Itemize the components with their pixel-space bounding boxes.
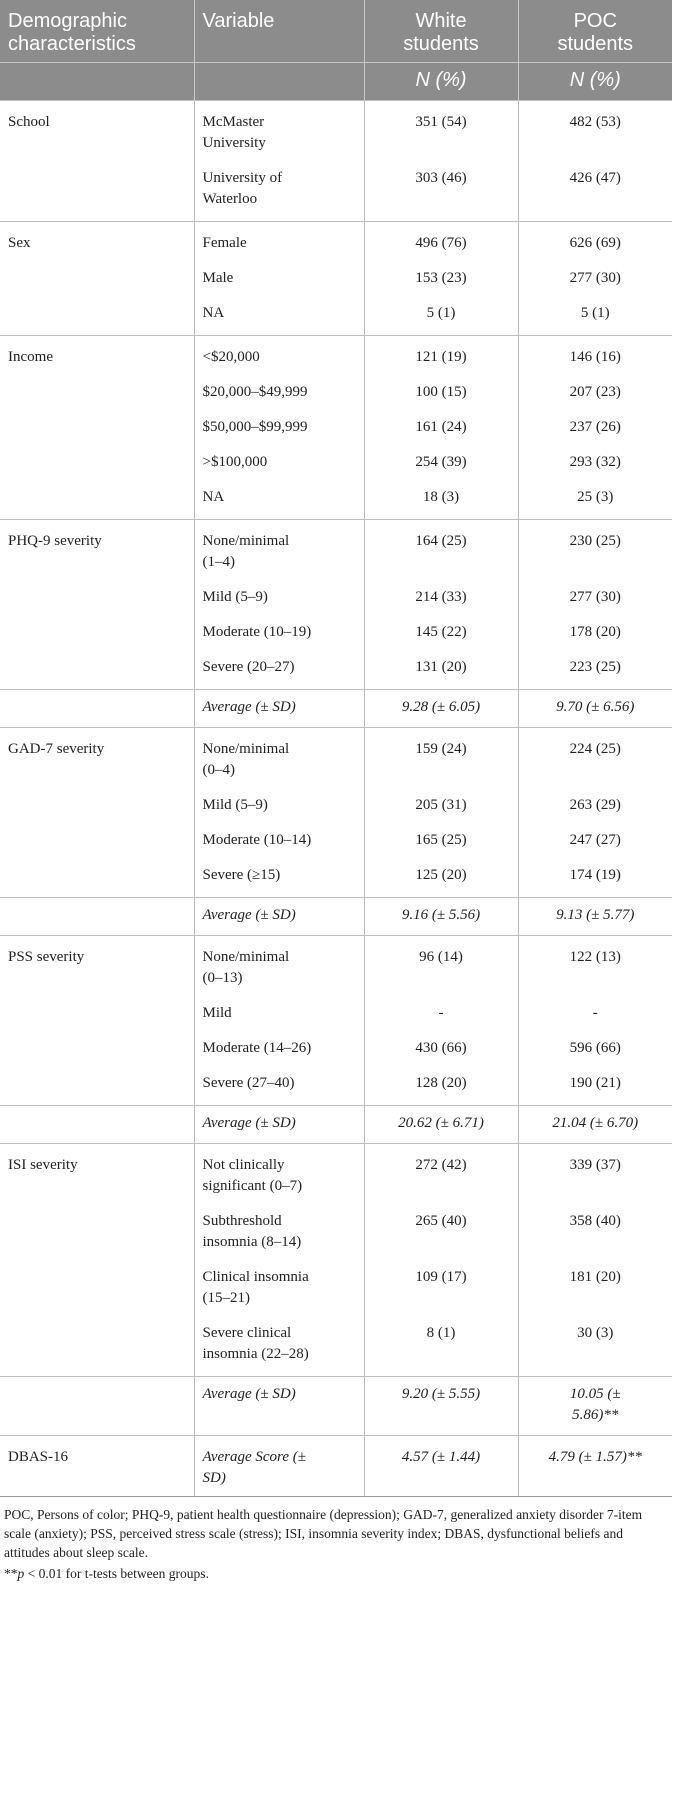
cell-line: 10.05 (±	[569, 1386, 621, 1402]
cell-line: 9.20 (± 5.55)	[401, 1386, 481, 1402]
table-row	[0, 823, 672, 858]
poc-students-value: 482 (53)	[518, 101, 672, 162]
table-row	[0, 615, 672, 650]
group-label-empty	[0, 261, 194, 296]
table-row	[0, 480, 672, 520]
white-students-value: 303 (46)	[364, 161, 518, 222]
variable-cell	[194, 650, 364, 690]
cell-line: Severe (20–27)	[202, 659, 295, 675]
table-footnote	[0, 1497, 672, 1583]
group-label-empty	[0, 650, 194, 690]
cell-line: 9.28 (± 6.05)	[401, 699, 481, 715]
cell-line: 9.70 (± 6.56)	[556, 699, 635, 715]
cell-line: Severe (27–40)	[202, 1075, 295, 1091]
table-row	[0, 788, 672, 823]
white-students-value: 153 (23)	[364, 261, 518, 296]
cell-line: insomnia (22–28)	[202, 1346, 309, 1362]
average-label	[194, 690, 364, 728]
cell-line: 5.86)**	[572, 1407, 619, 1423]
table-row	[0, 1316, 672, 1377]
cell-line: 9.13 (± 5.77)	[556, 907, 635, 923]
group-label-empty	[0, 161, 194, 222]
cell-line: 4.57 (± 1.44)	[401, 1449, 481, 1465]
cell-line: <$20,000	[202, 349, 260, 365]
table-row	[0, 1031, 672, 1066]
cell-line: None/minimal	[202, 949, 290, 965]
group-label-gad-7-severity: GAD-7 severity	[0, 728, 194, 789]
table-row	[0, 520, 672, 581]
poc-students-value: 358 (40)	[518, 1204, 672, 1260]
group-label-empty	[0, 615, 194, 650]
cell-line: Average (± SD)	[202, 1115, 296, 1131]
group-label-empty	[0, 858, 194, 898]
poc-students-value: 263 (29)	[518, 788, 672, 823]
poc-students-value: 174 (19)	[518, 858, 672, 898]
group-label-empty	[0, 1260, 194, 1316]
poc-students-value: 277 (30)	[518, 261, 672, 296]
variable-cell	[194, 261, 364, 296]
variable-cell	[194, 336, 364, 376]
table-row	[0, 296, 672, 336]
table-row	[0, 1260, 672, 1316]
header-poc-students: POC students	[518, 0, 672, 63]
group-label-phq-9-severity: PHQ-9 severity	[0, 520, 194, 581]
white-students-value: 128 (20)	[364, 1066, 518, 1106]
cell-line: significant (0–7)	[202, 1178, 303, 1194]
variable-cell	[194, 296, 364, 336]
poc-students-value: 293 (32)	[518, 445, 672, 480]
poc-students-value: 146 (16)	[518, 336, 672, 376]
average-label	[194, 1436, 364, 1497]
white-students-value: 8 (1)	[364, 1316, 518, 1377]
white-students-value: 131 (20)	[364, 650, 518, 690]
group-label-empty	[0, 410, 194, 445]
variable-cell	[194, 101, 364, 162]
variable-cell	[194, 858, 364, 898]
group-label-empty	[0, 823, 194, 858]
poc-students-value: 5 (1)	[518, 296, 672, 336]
group-label-empty	[0, 1031, 194, 1066]
cell-line: 4.79 (± 1.57)**	[548, 1449, 642, 1465]
group-label-empty	[0, 445, 194, 480]
average-row	[0, 1106, 672, 1144]
table-row	[0, 580, 672, 615]
poc-students-value: 277 (30)	[518, 580, 672, 615]
group-label-empty	[0, 898, 194, 936]
cell-line: Female	[202, 235, 247, 251]
table-row	[0, 261, 672, 296]
white-students-value: 254 (39)	[364, 445, 518, 480]
group-label-sex: Sex	[0, 222, 194, 262]
variable-cell	[194, 728, 364, 789]
white-students-value: 214 (33)	[364, 580, 518, 615]
white-students-value: 496 (76)	[364, 222, 518, 262]
variable-cell	[194, 580, 364, 615]
table-row	[0, 336, 672, 376]
group-label-empty	[0, 996, 194, 1031]
table-row	[0, 728, 672, 789]
average-row	[0, 690, 672, 728]
cell-line: None/minimal	[202, 741, 290, 757]
variable-cell	[194, 410, 364, 445]
header-poc-n-percent: N (%)	[518, 63, 672, 101]
cell-line: Average Score (±	[202, 1449, 306, 1465]
table-row	[0, 936, 672, 997]
table-row	[0, 410, 672, 445]
cell-line: University	[202, 135, 266, 151]
variable-cell	[194, 996, 364, 1031]
poc-students-value: 122 (13)	[518, 936, 672, 997]
group-label-income: Income	[0, 336, 194, 376]
group-label-empty	[0, 1204, 194, 1260]
table-row	[0, 650, 672, 690]
group-label-empty	[0, 375, 194, 410]
poc-students-value: 426 (47)	[518, 161, 672, 222]
table-row	[0, 996, 672, 1031]
variable-cell	[194, 1204, 364, 1260]
poc-students-average	[518, 1377, 672, 1436]
cell-line: Not clinically	[202, 1157, 285, 1173]
cell-line: >$100,000	[202, 454, 268, 470]
cell-line: (1–4)	[202, 554, 235, 570]
average-row	[0, 1436, 672, 1497]
variable-cell	[194, 788, 364, 823]
table-row	[0, 375, 672, 410]
variable-cell	[194, 1031, 364, 1066]
cell-line: Moderate (14–26)	[202, 1040, 312, 1056]
cell-line: Moderate (10–19)	[202, 624, 312, 640]
significance-note: **p < 0.01 for t-tests between groups.	[4, 1566, 209, 1581]
variable-cell	[194, 480, 364, 520]
poc-students-value: 223 (25)	[518, 650, 672, 690]
cell-line: (15–21)	[202, 1290, 250, 1306]
cell-line: SD)	[202, 1470, 226, 1486]
cell-line: (0–4)	[202, 762, 235, 778]
poc-students-value: 181 (20)	[518, 1260, 672, 1316]
poc-students-value: 178 (20)	[518, 615, 672, 650]
poc-students-average	[518, 690, 672, 728]
poc-students-value: 339 (37)	[518, 1144, 672, 1205]
cell-line: Mild (5–9)	[202, 797, 268, 813]
variable-cell	[194, 520, 364, 581]
group-label-empty	[0, 690, 194, 728]
average-label	[194, 898, 364, 936]
poc-students-average	[518, 898, 672, 936]
average-label	[194, 1106, 364, 1144]
cell-line: $20,000–$49,999	[202, 384, 308, 400]
poc-students-value: 30 (3)	[518, 1316, 672, 1377]
cell-line: University of	[202, 170, 283, 186]
cell-line: NA	[202, 489, 225, 505]
header-sub-empty-1	[0, 63, 194, 101]
table-row	[0, 858, 672, 898]
average-row	[0, 1377, 672, 1436]
group-label-dbas-16: DBAS-16	[0, 1436, 194, 1497]
cell-line: Average (± SD)	[202, 699, 296, 715]
group-label-empty	[0, 480, 194, 520]
white-students-value: 121 (19)	[364, 336, 518, 376]
white-students-average	[364, 1377, 518, 1436]
white-students-value: 164 (25)	[364, 520, 518, 581]
table-header	[0, 0, 672, 101]
cell-line: Subthreshold	[202, 1213, 282, 1229]
header-white-n-percent: N (%)	[364, 63, 518, 101]
white-students-average	[364, 898, 518, 936]
cell-line: Moderate (10–14)	[202, 832, 312, 848]
group-label-empty	[0, 296, 194, 336]
white-students-average	[364, 1106, 518, 1144]
variable-cell	[194, 615, 364, 650]
header-demographic-characteristics: Demographic characteristics	[0, 0, 194, 63]
cell-line: None/minimal	[202, 533, 290, 549]
table-row	[0, 101, 672, 162]
cell-line: Male	[202, 270, 234, 286]
white-students-average	[364, 1436, 518, 1497]
group-label-empty	[0, 1377, 194, 1436]
poc-students-average	[518, 1106, 672, 1144]
white-students-value: 265 (40)	[364, 1204, 518, 1260]
cell-line: Severe (≥15)	[202, 867, 281, 883]
variable-cell	[194, 1144, 364, 1205]
white-students-average	[364, 690, 518, 728]
white-students-value: 96 (14)	[364, 936, 518, 997]
poc-students-value: 190 (21)	[518, 1066, 672, 1106]
white-students-value: 205 (31)	[364, 788, 518, 823]
cell-line: Clinical insomnia	[202, 1269, 309, 1285]
variable-cell	[194, 375, 364, 410]
white-students-value: 18 (3)	[364, 480, 518, 520]
poc-students-value: 207 (23)	[518, 375, 672, 410]
white-students-value: 351 (54)	[364, 101, 518, 162]
white-students-value: 272 (42)	[364, 1144, 518, 1205]
table-row	[0, 445, 672, 480]
white-students-value: 125 (20)	[364, 858, 518, 898]
white-students-value: 100 (15)	[364, 375, 518, 410]
header-variable: Variable	[194, 0, 364, 63]
poc-students-value: 596 (66)	[518, 1031, 672, 1066]
average-row	[0, 898, 672, 936]
table-row	[0, 161, 672, 222]
white-students-value: 161 (24)	[364, 410, 518, 445]
table-row	[0, 222, 672, 262]
white-students-value: 165 (25)	[364, 823, 518, 858]
header-sub-empty-2	[194, 63, 364, 101]
variable-cell	[194, 1260, 364, 1316]
cell-line: 9.16 (± 5.56)	[401, 907, 481, 923]
group-label-empty	[0, 788, 194, 823]
table-row	[0, 1066, 672, 1106]
poc-students-value: 224 (25)	[518, 728, 672, 789]
variable-cell	[194, 222, 364, 262]
group-label-school: School	[0, 101, 194, 162]
group-label-empty	[0, 1106, 194, 1144]
group-label-empty	[0, 1316, 194, 1377]
cell-line: insomnia (8–14)	[202, 1234, 302, 1250]
group-label-isi-severity: ISI severity	[0, 1144, 194, 1205]
poc-students-value: 230 (25)	[518, 520, 672, 581]
white-students-value: 5 (1)	[364, 296, 518, 336]
poc-students-value: 25 (3)	[518, 480, 672, 520]
variable-cell	[194, 1316, 364, 1377]
poc-students-value: 237 (26)	[518, 410, 672, 445]
average-label	[194, 1377, 364, 1436]
table-body	[0, 101, 672, 1497]
table-row	[0, 1204, 672, 1260]
table-row	[0, 1144, 672, 1205]
cell-line: Average (± SD)	[202, 907, 296, 923]
variable-cell	[194, 1066, 364, 1106]
cell-line: (0–13)	[202, 970, 243, 986]
variable-cell	[194, 823, 364, 858]
cell-line: Mild	[202, 1005, 232, 1021]
cell-line: NA	[202, 305, 225, 321]
cell-line: Average (± SD)	[202, 1386, 296, 1402]
cell-line: $50,000–$99,999	[202, 419, 308, 435]
poc-students-value: -	[518, 996, 672, 1031]
abbreviations-note: POC, Persons of color; PHQ-9, patient health questionnaire (depression); GAD-7, generalized anxiety disorder 7-item scale (anxiety); PSS, perceived stress scale (stress); ISI, insomnia severity index; DBAS, dysfunctional beliefs and attitudes about sleep scale.	[4, 1507, 643, 1560]
cell-line: McMaster	[202, 114, 265, 130]
white-students-value: -	[364, 996, 518, 1031]
cell-line: 21.04 (± 6.70)	[552, 1115, 639, 1131]
poc-students-average	[518, 1436, 672, 1497]
cell-line: 20.62 (± 6.71)	[398, 1115, 484, 1131]
cell-line: Waterloo	[202, 191, 258, 207]
variable-cell	[194, 445, 364, 480]
group-label-pss-severity: PSS severity	[0, 936, 194, 997]
group-label-empty	[0, 1066, 194, 1106]
cell-line: Severe clinical	[202, 1325, 292, 1341]
white-students-value: 145 (22)	[364, 615, 518, 650]
variable-cell	[194, 936, 364, 997]
white-students-value: 109 (17)	[364, 1260, 518, 1316]
white-students-value: 430 (66)	[364, 1031, 518, 1066]
header-white-students: White students	[364, 0, 518, 63]
poc-students-value: 626 (69)	[518, 222, 672, 262]
group-label-empty	[0, 580, 194, 615]
variable-cell	[194, 161, 364, 222]
cell-line: Mild (5–9)	[202, 589, 268, 605]
white-students-value: 159 (24)	[364, 728, 518, 789]
poc-students-value: 247 (27)	[518, 823, 672, 858]
